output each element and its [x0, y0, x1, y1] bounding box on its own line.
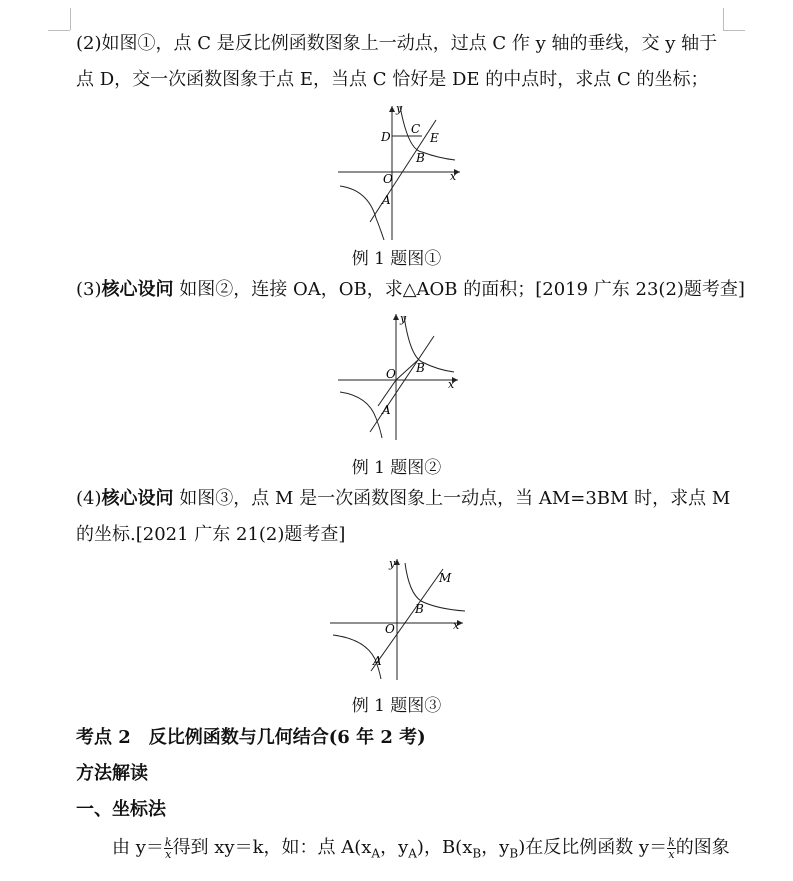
fraction-k-over-x [667, 837, 676, 860]
fig3-y-label: y [389, 557, 396, 570]
question-3-number: (3) [76, 279, 102, 300]
fig1-point-e: E [430, 131, 439, 145]
fig2-point-b: B [416, 361, 425, 375]
text-run: 得到 xy＝k，如：点 A(x [172, 837, 372, 858]
text-run: ，y [481, 837, 510, 858]
fig1-x-label: x [450, 170, 457, 183]
question-3 [76, 278, 745, 302]
fig2-point-a: A [382, 403, 391, 417]
subsection-heading: 一、坐标法 [76, 799, 166, 820]
subscript: A [408, 846, 417, 861]
fig2-origin: O [386, 367, 396, 381]
fig3-point-m: M [439, 571, 452, 585]
fig1-point-a: A [382, 193, 391, 207]
fig1-origin: O [383, 172, 393, 186]
text-run: )，B(x [416, 837, 473, 858]
question-3-text: 如图②，连接 OA，OB，求△AOB 的面积；[2019 广东 23(2)题考查] [179, 279, 745, 300]
figure-1 [330, 100, 465, 245]
fraction-denominator: x [165, 847, 172, 861]
text-run: 的图象 [675, 837, 730, 858]
fig3-origin: O [385, 622, 395, 636]
figure-3 [325, 555, 470, 685]
question-4-tag: 核心设问 [101, 488, 174, 509]
question-4-line-1 [76, 487, 730, 511]
question-3-tag: 核心设问 [101, 279, 174, 300]
figure-1-caption: 例 1 题图① [351, 249, 442, 269]
method-heading: 方法解读 [76, 763, 148, 784]
text-run: ，y [380, 837, 409, 858]
text-run: 由 y＝ [112, 837, 164, 858]
page-corner-mark [48, 8, 71, 30]
page-corner-mark [723, 8, 746, 30]
question-2-line-1: (2)如图①，点 C 是反比例函数图象上一动点，过点 C 作 y 轴的垂线，交 y 轴于 [76, 33, 718, 54]
section-title: 考点 2 反比例函数与几何结合(6 年 2 考) [76, 727, 426, 748]
question-2-line-2: 点 D，交一次函数图象于点 E，当点 C 恰好是 DE 的中点时，求点 C 的坐标； [76, 69, 709, 90]
figure-2 [330, 310, 465, 445]
body-paragraph-line [112, 836, 730, 866]
fig3-x-label: x [453, 619, 460, 632]
fraction-k-over-x [164, 837, 173, 860]
fig1-point-b: B [416, 151, 425, 165]
fig3-point-b: B [415, 602, 424, 616]
subscript: B [472, 846, 482, 861]
question-4-line-2: 的坐标.[2021 广东 21(2)题考查] [76, 524, 346, 545]
figure-3-caption: 例 1 题图③ [351, 696, 442, 716]
fig2-y-label: y [400, 312, 407, 325]
figure-2-caption: 例 1 题图② [351, 458, 442, 478]
question-4-text: 如图③，点 M 是一次函数图象上一动点，当 AM=3BM 时，求点 M [179, 488, 731, 509]
fig2-x-label: x [448, 378, 455, 391]
fraction-denominator: x [668, 847, 675, 861]
fig1-point-c: C [411, 122, 421, 136]
question-4-number: (4) [76, 488, 102, 509]
fig1-y-label: y [396, 102, 403, 115]
subscript: A [371, 846, 381, 861]
fig1-point-d: D [381, 130, 391, 144]
page-corner-mark [48, 30, 70, 31]
subscript: B [509, 846, 519, 861]
text-run: )在反比例函数 y＝ [518, 837, 668, 858]
fig3-point-a: A [373, 654, 382, 668]
page-corner-mark [723, 30, 745, 31]
fraction-numerator: k [164, 835, 172, 849]
fraction-numerator: k [668, 835, 675, 849]
